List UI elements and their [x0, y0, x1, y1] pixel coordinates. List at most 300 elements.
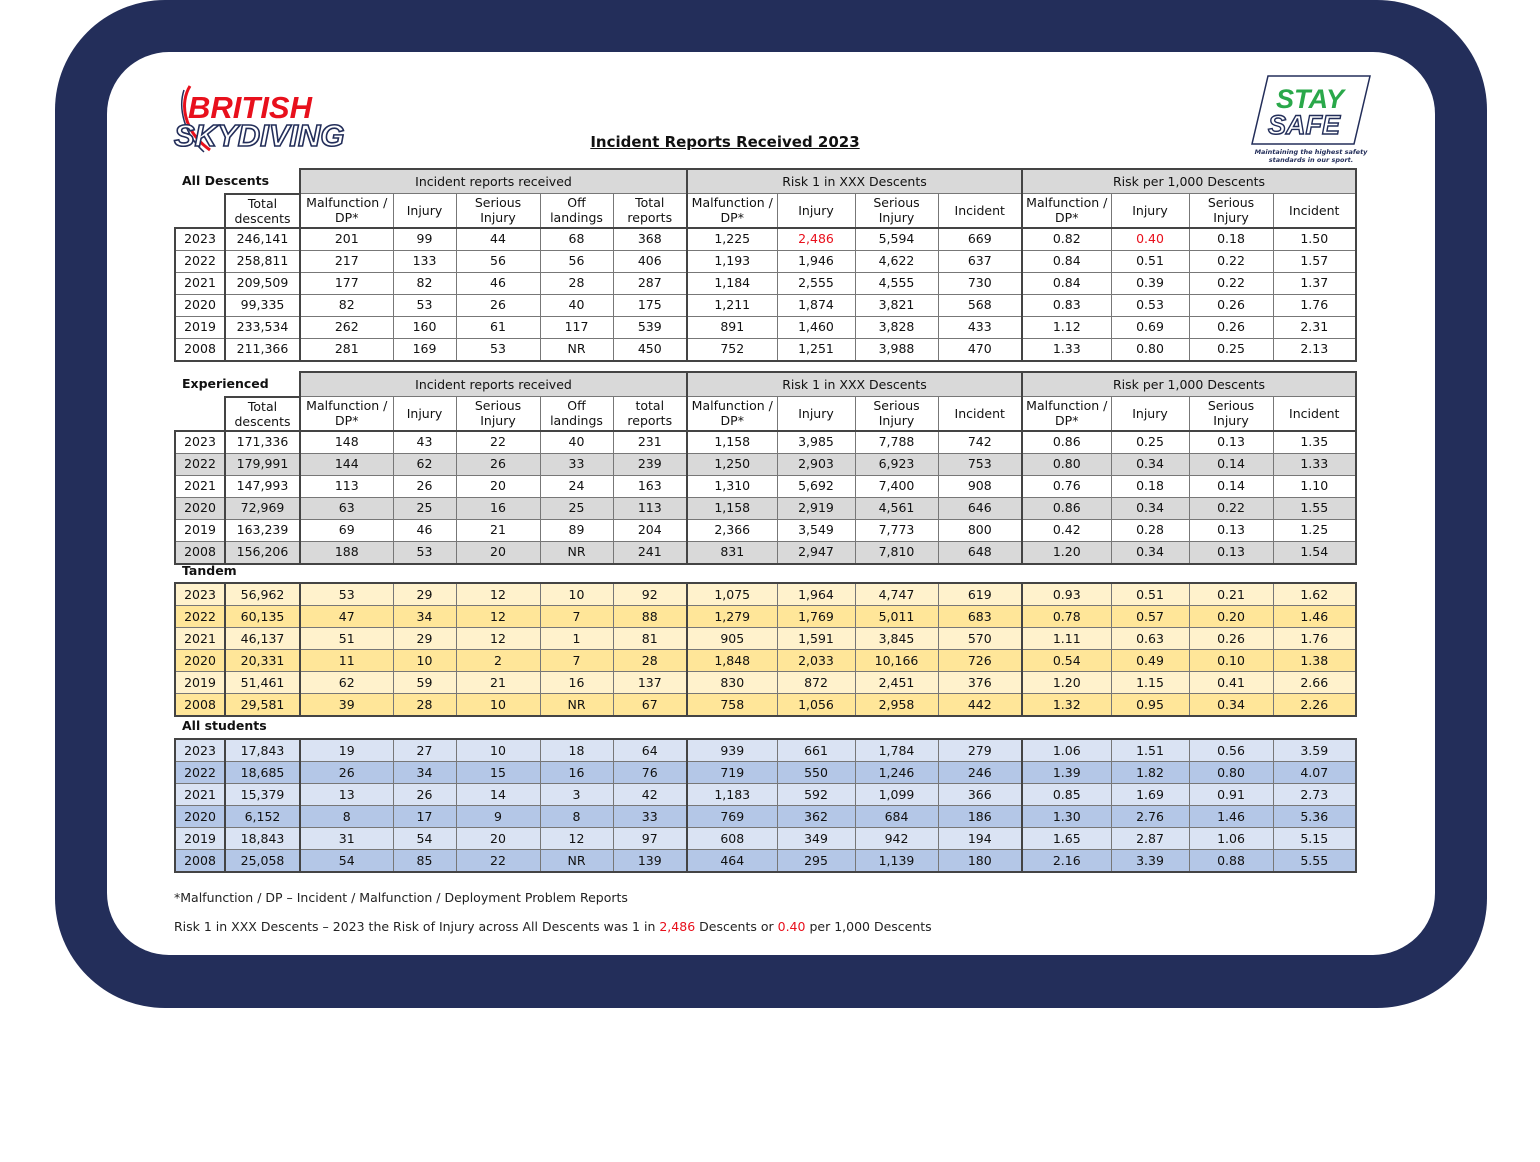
experienced-table: [174, 371, 1357, 565]
data-cell: 5,594: [855, 228, 938, 251]
data-cell: 21: [456, 672, 540, 694]
data-cell: 1,946: [777, 250, 855, 272]
data-cell: 1,964: [777, 583, 855, 606]
data-cell: 0.80: [1022, 453, 1111, 475]
data-cell: 0.76: [1022, 475, 1111, 497]
data-cell: 2.31: [1273, 316, 1356, 338]
year-cell: 2020: [175, 294, 225, 316]
data-cell: 62: [300, 672, 393, 694]
year-cell: 2023: [175, 583, 225, 606]
data-cell: 10: [456, 694, 540, 717]
data-cell: 25,058: [225, 850, 300, 873]
year-cell: 2021: [175, 628, 225, 650]
data-cell: 88: [613, 606, 687, 628]
data-cell: 1,784: [855, 739, 938, 762]
data-cell: 10: [393, 650, 456, 672]
data-cell: 1,225: [687, 228, 777, 251]
data-cell: 12: [540, 828, 613, 850]
data-cell: 177: [300, 272, 393, 294]
data-cell: 16: [540, 672, 613, 694]
year-cell: 2022: [175, 762, 225, 784]
data-cell: 0.80: [1111, 338, 1189, 361]
data-cell: 872: [777, 672, 855, 694]
data-cell: 171,336: [225, 431, 300, 454]
data-cell: 201: [300, 228, 393, 251]
data-cell: 0.20: [1189, 606, 1273, 628]
data-cell: 362: [777, 806, 855, 828]
data-cell: 1.46: [1189, 806, 1273, 828]
year-cell: 2021: [175, 784, 225, 806]
data-cell: 1: [540, 628, 613, 650]
data-cell: 831: [687, 541, 777, 564]
data-cell: 0.22: [1189, 250, 1273, 272]
data-cell: 0.84: [1022, 272, 1111, 294]
footnote-risk: [174, 919, 932, 934]
data-cell: 7: [540, 650, 613, 672]
data-cell: 46,137: [225, 628, 300, 650]
data-cell: 194: [938, 828, 1022, 850]
data-cell: 3,828: [855, 316, 938, 338]
data-cell: 3,821: [855, 294, 938, 316]
data-cell: 1,139: [855, 850, 938, 873]
data-cell: 18,685: [225, 762, 300, 784]
data-cell: 0.10: [1189, 650, 1273, 672]
data-cell: 1.39: [1022, 762, 1111, 784]
group-header-risk-xxx: Risk 1 in XXX Descents: [687, 372, 1022, 397]
data-cell: 4,555: [855, 272, 938, 294]
data-cell: 10: [540, 583, 613, 606]
data-cell: 53: [456, 338, 540, 361]
data-cell: 719: [687, 762, 777, 784]
data-cell: 753: [938, 453, 1022, 475]
data-cell: 2.76: [1111, 806, 1189, 828]
corner-cell: [175, 397, 225, 431]
data-cell: 46: [456, 272, 540, 294]
data-cell: 2.66: [1273, 672, 1356, 694]
group-header-reports: Incident reports received: [300, 372, 687, 397]
data-cell: 0.40: [1111, 228, 1189, 251]
data-cell: 113: [613, 497, 687, 519]
data-cell: 464: [687, 850, 777, 873]
data-cell: 2,451: [855, 672, 938, 694]
data-cell: 769: [687, 806, 777, 828]
data-cell: 1.57: [1273, 250, 1356, 272]
data-cell: 349: [777, 828, 855, 850]
data-cell: 1,099: [855, 784, 938, 806]
data-cell: 139: [613, 850, 687, 873]
data-cell: 4,561: [855, 497, 938, 519]
footnote-definition: *Malfunction / DP – Incident / Malfunction / Deployment Problem Reports: [174, 890, 628, 905]
data-cell: 1,460: [777, 316, 855, 338]
data-cell: 0.51: [1111, 583, 1189, 606]
data-cell: 133: [393, 250, 456, 272]
table-row: [175, 453, 1356, 475]
data-cell: 7,788: [855, 431, 938, 454]
data-cell: 4.07: [1273, 762, 1356, 784]
data-cell: 1,591: [777, 628, 855, 650]
year-cell: 2019: [175, 316, 225, 338]
data-cell: 1,769: [777, 606, 855, 628]
data-cell: 0.34: [1111, 497, 1189, 519]
data-cell: 1,056: [777, 694, 855, 717]
data-cell: 2.13: [1273, 338, 1356, 361]
all-descents-table: [174, 168, 1357, 362]
col-header: total reports: [613, 397, 687, 431]
data-cell: 730: [938, 272, 1022, 294]
group-header-risk-per: Risk per 1,000 Descents: [1022, 372, 1356, 397]
data-cell: 0.80: [1189, 762, 1273, 784]
col-header: Serious Injury: [855, 194, 938, 228]
data-cell: 539: [613, 316, 687, 338]
data-cell: 8: [540, 806, 613, 828]
tagline-line2: standards in our sport.: [1268, 156, 1354, 164]
data-cell: 3,549: [777, 519, 855, 541]
data-cell: 0.18: [1189, 228, 1273, 251]
footnote-risk-text-a: Risk 1 in XXX Descents – 2023 the Risk of Injury across All Descents was 1 in: [174, 919, 656, 934]
data-cell: 1.11: [1022, 628, 1111, 650]
data-cell: 0.28: [1111, 519, 1189, 541]
all-descents-body: [175, 228, 1356, 361]
data-cell: 0.26: [1189, 316, 1273, 338]
table-row: [175, 806, 1356, 828]
data-cell: 0.86: [1022, 431, 1111, 454]
col-header: Malfunction / DP*: [300, 397, 393, 431]
section-label-experienced: Experienced: [182, 375, 269, 391]
data-cell: 17,843: [225, 739, 300, 762]
data-cell: 7,810: [855, 541, 938, 564]
data-cell: 1.76: [1273, 628, 1356, 650]
data-cell: 3,988: [855, 338, 938, 361]
data-cell: 0.83: [1022, 294, 1111, 316]
data-cell: 12: [456, 606, 540, 628]
data-cell: 169: [393, 338, 456, 361]
data-cell: 0.82: [1022, 228, 1111, 251]
data-cell: 661: [777, 739, 855, 762]
data-cell: 26: [300, 762, 393, 784]
data-cell: 608: [687, 828, 777, 850]
data-cell: 1.20: [1022, 672, 1111, 694]
section-label-students: All students: [182, 718, 267, 733]
col-header: Injury: [393, 194, 456, 228]
data-cell: 113: [300, 475, 393, 497]
data-cell: 295: [777, 850, 855, 873]
data-cell: 22: [456, 431, 540, 454]
data-cell: 281: [300, 338, 393, 361]
data-cell: 148: [300, 431, 393, 454]
data-cell: 31: [300, 828, 393, 850]
data-cell: 8: [300, 806, 393, 828]
data-cell: 1.51: [1111, 739, 1189, 762]
data-cell: 211,366: [225, 338, 300, 361]
data-cell: 1.15: [1111, 672, 1189, 694]
year-cell: 2008: [175, 338, 225, 361]
experienced-body: [175, 431, 1356, 564]
data-cell: 56: [540, 250, 613, 272]
table-row: [175, 338, 1356, 361]
data-cell: 619: [938, 583, 1022, 606]
group-header-reports: Incident reports received: [300, 169, 687, 194]
data-cell: 3.59: [1273, 739, 1356, 762]
data-cell: 637: [938, 250, 1022, 272]
table-row: [175, 739, 1356, 762]
year-cell: 2021: [175, 272, 225, 294]
data-cell: 939: [687, 739, 777, 762]
data-cell: 28: [393, 694, 456, 717]
year-cell: 2020: [175, 497, 225, 519]
data-cell: 1,246: [855, 762, 938, 784]
data-cell: 13: [300, 784, 393, 806]
students-table: [174, 738, 1357, 873]
data-cell: 1,184: [687, 272, 777, 294]
data-cell: 15: [456, 762, 540, 784]
col-header: Injury: [777, 194, 855, 228]
col-header: Incident: [938, 194, 1022, 228]
table-row: [175, 431, 1356, 454]
year-cell: 2022: [175, 606, 225, 628]
data-cell: 0.25: [1111, 431, 1189, 454]
data-cell: 34: [393, 606, 456, 628]
data-cell: 1.10: [1273, 475, 1356, 497]
data-cell: 5.36: [1273, 806, 1356, 828]
data-cell: 1.25: [1273, 519, 1356, 541]
data-cell: 29,581: [225, 694, 300, 717]
data-cell: 1.50: [1273, 228, 1356, 251]
data-cell: 830: [687, 672, 777, 694]
data-cell: 1,158: [687, 431, 777, 454]
table-row: [175, 694, 1356, 717]
stay-safe-tagline: [1246, 148, 1376, 164]
data-cell: 27: [393, 739, 456, 762]
data-cell: 742: [938, 431, 1022, 454]
data-cell: 99: [393, 228, 456, 251]
data-cell: 3: [540, 784, 613, 806]
data-cell: 470: [938, 338, 1022, 361]
data-cell: 29: [393, 628, 456, 650]
data-cell: 14: [456, 784, 540, 806]
data-cell: 39: [300, 694, 393, 717]
page-title: Incident Reports Received 2023: [590, 133, 860, 151]
data-cell: 6,923: [855, 453, 938, 475]
data-cell: 59: [393, 672, 456, 694]
data-cell: 241: [613, 541, 687, 564]
data-cell: 279: [938, 739, 1022, 762]
data-cell: 44: [456, 228, 540, 251]
data-cell: 1.69: [1111, 784, 1189, 806]
data-cell: 33: [613, 806, 687, 828]
col-header: Serious Injury: [855, 397, 938, 431]
col-header: Total reports: [613, 194, 687, 228]
col-header: Total descents: [225, 194, 300, 228]
data-cell: 16: [456, 497, 540, 519]
data-cell: 20: [456, 541, 540, 564]
data-cell: 0.69: [1111, 316, 1189, 338]
data-cell: 0.13: [1189, 519, 1273, 541]
data-cell: 1.33: [1022, 338, 1111, 361]
col-header: Incident: [938, 397, 1022, 431]
data-cell: 5.15: [1273, 828, 1356, 850]
data-cell: 34: [393, 762, 456, 784]
data-cell: 2.16: [1022, 850, 1111, 873]
col-header: Serious Injury: [1189, 194, 1273, 228]
data-cell: 1,848: [687, 650, 777, 672]
data-cell: 0.41: [1189, 672, 1273, 694]
data-cell: 1,250: [687, 453, 777, 475]
data-cell: 0.13: [1189, 431, 1273, 454]
data-cell: 97: [613, 828, 687, 850]
table-row: [175, 628, 1356, 650]
data-cell: 1.06: [1022, 739, 1111, 762]
col-header: Total descents: [225, 397, 300, 431]
footnote-risk-text-c: per 1,000 Descents: [809, 919, 932, 934]
data-cell: 2,947: [777, 541, 855, 564]
table-row: [175, 650, 1356, 672]
data-cell: 648: [938, 541, 1022, 564]
data-cell: 1,075: [687, 583, 777, 606]
year-cell: 2019: [175, 519, 225, 541]
data-cell: 144: [300, 453, 393, 475]
table-row: [175, 272, 1356, 294]
data-cell: 0.95: [1111, 694, 1189, 717]
data-cell: 82: [393, 272, 456, 294]
data-cell: 5,011: [855, 606, 938, 628]
data-cell: 51: [300, 628, 393, 650]
data-cell: 7: [540, 606, 613, 628]
col-header: Incident: [1273, 194, 1356, 228]
data-cell: 0.13: [1189, 541, 1273, 564]
data-cell: 16: [540, 762, 613, 784]
col-header: Injury: [1111, 397, 1189, 431]
data-cell: 0.85: [1022, 784, 1111, 806]
data-cell: 646: [938, 497, 1022, 519]
data-cell: 1.12: [1022, 316, 1111, 338]
data-cell: 180: [938, 850, 1022, 873]
table-row: [175, 519, 1356, 541]
data-cell: 366: [938, 784, 1022, 806]
data-cell: 24: [540, 475, 613, 497]
data-cell: 0.25: [1189, 338, 1273, 361]
section-label-all: All Descents: [182, 172, 270, 188]
students-body: [175, 739, 1356, 872]
data-cell: 11: [300, 650, 393, 672]
data-cell: 7,400: [855, 475, 938, 497]
col-header: Serious Injury: [456, 397, 540, 431]
data-cell: 156,206: [225, 541, 300, 564]
data-cell: 1,874: [777, 294, 855, 316]
data-cell: 0.39: [1111, 272, 1189, 294]
corner-cell: [175, 194, 225, 228]
data-cell: 3,845: [855, 628, 938, 650]
data-cell: 0.78: [1022, 606, 1111, 628]
data-cell: 42: [613, 784, 687, 806]
data-cell: 2,366: [687, 519, 777, 541]
data-cell: 0.21: [1189, 583, 1273, 606]
data-cell: 69: [300, 519, 393, 541]
data-cell: 53: [300, 583, 393, 606]
data-cell: 1.54: [1273, 541, 1356, 564]
table-row: [175, 762, 1356, 784]
data-cell: 5.55: [1273, 850, 1356, 873]
data-cell: 368: [613, 228, 687, 251]
data-cell: 0.34: [1111, 453, 1189, 475]
data-cell: 2,958: [855, 694, 938, 717]
data-cell: 18,843: [225, 828, 300, 850]
table-row: [175, 784, 1356, 806]
data-cell: 137: [613, 672, 687, 694]
data-cell: 2.73: [1273, 784, 1356, 806]
data-cell: 29: [393, 583, 456, 606]
data-cell: 752: [687, 338, 777, 361]
data-cell: 68: [540, 228, 613, 251]
data-cell: 61: [456, 316, 540, 338]
data-cell: 72,969: [225, 497, 300, 519]
data-cell: 54: [300, 850, 393, 873]
section-label-tandem: Tandem: [182, 563, 237, 578]
data-cell: 0.22: [1189, 497, 1273, 519]
data-cell: 1.65: [1022, 828, 1111, 850]
footnote-risk-value-1: 2,486: [659, 919, 696, 934]
data-cell: 20,331: [225, 650, 300, 672]
data-cell: 0.51: [1111, 250, 1189, 272]
data-cell: 56,962: [225, 583, 300, 606]
data-cell: 376: [938, 672, 1022, 694]
data-cell: 43: [393, 431, 456, 454]
data-cell: 26: [393, 784, 456, 806]
data-cell: 46: [393, 519, 456, 541]
data-cell: 186: [938, 806, 1022, 828]
year-cell: 2022: [175, 250, 225, 272]
data-cell: 0.49: [1111, 650, 1189, 672]
data-cell: 10: [456, 739, 540, 762]
data-cell: 20: [456, 828, 540, 850]
tandem-table: [174, 582, 1357, 717]
table-row: [175, 475, 1356, 497]
data-cell: 2,486: [777, 228, 855, 251]
year-cell: 2008: [175, 694, 225, 717]
data-cell: 1,279: [687, 606, 777, 628]
data-cell: 0.34: [1189, 694, 1273, 717]
data-cell: 684: [855, 806, 938, 828]
data-cell: 15,379: [225, 784, 300, 806]
data-cell: 40: [540, 294, 613, 316]
data-cell: 1.37: [1273, 272, 1356, 294]
data-cell: 1,310: [687, 475, 777, 497]
data-cell: 63: [300, 497, 393, 519]
col-header: Serious Injury: [456, 194, 540, 228]
data-cell: 1.06: [1189, 828, 1273, 850]
data-cell: 1.76: [1273, 294, 1356, 316]
data-cell: 53: [393, 294, 456, 316]
data-cell: 568: [938, 294, 1022, 316]
data-cell: 53: [393, 541, 456, 564]
footnote-risk-value-2: 0.40: [777, 919, 806, 934]
data-cell: 1,183: [687, 784, 777, 806]
data-cell: 905: [687, 628, 777, 650]
year-cell: 2022: [175, 453, 225, 475]
year-cell: 2023: [175, 739, 225, 762]
british-skydiving-logo: [170, 80, 385, 160]
data-cell: 85: [393, 850, 456, 873]
data-cell: 147,993: [225, 475, 300, 497]
year-cell: 2020: [175, 650, 225, 672]
col-header: Malfunction / DP*: [687, 194, 777, 228]
safe-text: SAFE: [1268, 110, 1341, 140]
tagline-line1: Maintaining the highest safety: [1254, 148, 1368, 156]
data-cell: 4,747: [855, 583, 938, 606]
data-cell: 258,811: [225, 250, 300, 272]
data-cell: 231: [613, 431, 687, 454]
data-cell: 1.46: [1273, 606, 1356, 628]
data-cell: 726: [938, 650, 1022, 672]
